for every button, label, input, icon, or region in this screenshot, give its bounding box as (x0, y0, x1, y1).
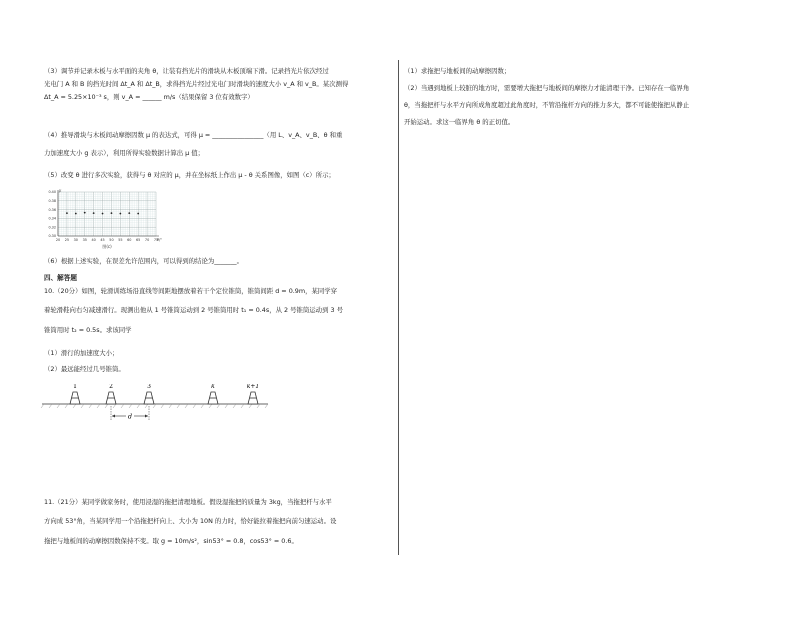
cone-2 (106, 384, 116, 404)
cones-diagram (40, 384, 270, 424)
q11-line-2: 方向成 53°角，当某同学用一个沿拖把杆向上、大小为 10N 的力时，恰好能拉着拖把向前匀速运动。设 (44, 517, 337, 525)
chart-caption: 图(c) (102, 244, 112, 249)
mu-theta-chart-svg (44, 188, 164, 250)
data-point (75, 213, 77, 215)
data-point (111, 212, 113, 214)
q3-line-2: 光电门 A 和 B 的挡光时间 Δt_A 和 Δt_B，求得挡光片经过光电门时滑块的速度大小 v_A 和 v_B。某次测得 (44, 80, 349, 88)
q10-line-2: 着轮滑鞋向右匀减速滑行。现测出他从 1 号锥筒运动到 2 号锥筒用时 t₁ = 0.4s，从 2 号锥筒运动到 3 号 (44, 306, 343, 314)
q10-line-1: 10.（20分）如图，轮滑训练场沿直线等间距地摆放着若干个定位锥筒，锥筒间距 d = 0.9m，某同学穿 (44, 287, 338, 295)
data-point (102, 213, 104, 215)
y-tick-label: 0.34 (48, 216, 56, 221)
x-tick-label: 50 (109, 238, 114, 242)
y-tick-label: 0.30 (48, 234, 56, 239)
y-tick-label: 0.36 (48, 207, 56, 212)
cone-label-1: 1 (73, 384, 77, 390)
y-tick-label: 0.38 (48, 199, 56, 203)
x-tick-label: 45 (100, 238, 105, 242)
x-tick-label: 75 (153, 238, 159, 242)
data-point (66, 212, 68, 214)
q11-sub-2-line-3: 开始运动。求这一临界角 θ 的正切值。 (404, 118, 515, 126)
q6-line-1: （6）根据上述实验，在误差允许范围内，可以得到的结论为_______。 (44, 257, 243, 265)
y-tick-label: 0.40 (48, 190, 56, 195)
column-divider (398, 60, 399, 555)
q4-line-2: 力加速度大小 g 表示），利用所得实验数据计算出 μ 值； (44, 149, 205, 157)
q11-line-3: 拖把与地板间的动摩擦因数保持不变。取 g = 10m/s²，sin53° = 0.8，cos53° = 0.6。 (44, 537, 298, 545)
x-tick-label: 60 (127, 238, 132, 242)
spacing-d (111, 406, 149, 421)
x-tick-label: 70 (144, 238, 150, 242)
q11-line-1: 11.（21分）某同学做家务时，使用浸湿的拖把清理地板。假设湿拖把的质量为 3kg，当拖把杆与水平 (44, 498, 332, 506)
cone-label-k: k (211, 384, 215, 390)
q3-line-3: Δt_A = 5.25×10⁻³ s，则 v_A = ______ m/s（结果保留 3 位有效数字） (44, 93, 254, 101)
spacing-label: d (127, 412, 133, 421)
q10-sub-2: （2）最远能经过几号锥筒。 (44, 365, 125, 373)
x-tick-label: 65 (136, 238, 141, 242)
data-point (84, 212, 86, 214)
y-tick-label: 0.32 (48, 225, 56, 230)
y-axis-label: μ (59, 188, 62, 193)
ground-hatch (41, 404, 268, 408)
q10-sub-1: （1）滑行的加速度大小； (44, 349, 119, 357)
cone-1 (70, 384, 80, 404)
x-tick-label: 55 (118, 238, 123, 242)
data-point (128, 212, 130, 214)
q4-line-1: （4）推导滑块与木板间动摩擦因数 μ 的表达式，可得 μ = ________________（用 L、v_A、v_B、θ 和重 (44, 131, 343, 139)
cone-label-3: 3 (147, 384, 151, 390)
data-point (119, 213, 121, 215)
x-axis-label: θ/° (157, 238, 162, 242)
mu-theta-chart (44, 188, 164, 250)
x-tick-label: 40 (91, 238, 96, 242)
cone-k-plus-1 (247, 384, 259, 404)
x-tick-label: 30 (73, 238, 78, 242)
x-tick-label: 35 (82, 238, 87, 242)
q11-sub-1: （1）求拖把与地板间的动摩擦因数； (404, 67, 511, 75)
cone-3 (144, 384, 154, 404)
section-title: 四、解答题 (44, 274, 77, 282)
q10-line-3: 锥筒用时 t₂ = 0.5s。求该同学 (44, 326, 132, 334)
data-point (137, 213, 139, 215)
x-tick-label: 20 (55, 238, 61, 242)
q11-sub-2-line-1: （2）当遇到地板上较脏的地方时，需要增大拖把与地板间的摩擦力才能清理干净。已知存在一临界角 (404, 84, 690, 92)
data-point (93, 212, 95, 214)
x-tick-label: 25 (64, 238, 70, 242)
cone-k (208, 384, 218, 404)
q11-sub-2-line-2: θ，当拖把杆与水平方向所成角度超过此角度时，不管沿拖杆方向的推力多大，都不可能使拖把从静止 (404, 101, 690, 109)
cone-label-k-plus-1: k+1 (246, 384, 260, 390)
q3-line-1: （3）调节并记录木板与水平面的夹角 θ，让装有挡光片的滑块从木板顶端下滑。记录挡光片依次经过 (44, 67, 329, 75)
q5-line-1: （5）改变 θ 进行多次实验，获得与 θ 对应的 μ，并在坐标纸上作出 μ - θ 关系图像，如图（c）所示； (44, 171, 335, 179)
cone-label-2: 2 (109, 384, 113, 390)
cones-diagram-svg (40, 384, 270, 424)
